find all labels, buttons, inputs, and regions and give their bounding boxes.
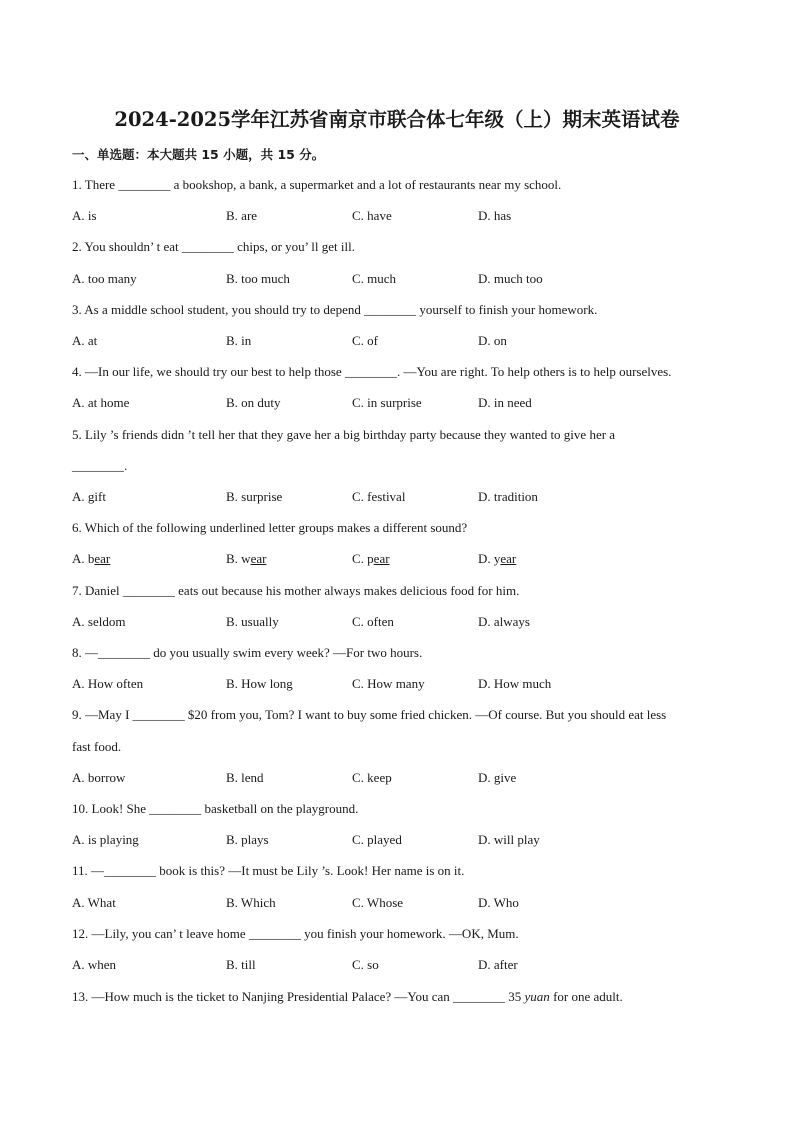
answer-option[interactable]: D. Who xyxy=(478,894,519,910)
answer-option[interactable]: A. What xyxy=(72,894,116,910)
answer-option[interactable]: A. at home xyxy=(72,395,130,411)
option-underlined: ear xyxy=(250,551,267,567)
section-heading: 一、单选题：本大题共 15 小题，共 15 分。 xyxy=(72,147,325,162)
answer-option[interactable]: B. surprise xyxy=(226,489,283,504)
answer-option[interactable]: C. in surprise xyxy=(352,395,422,411)
question-stem: 1. There ________ a bookshop, a bank, a supermarket and a lot of restaurants near my school. xyxy=(72,177,562,192)
answer-option[interactable]: B. on duty xyxy=(226,395,281,411)
answer-option[interactable]: B. plays xyxy=(226,832,269,848)
answer-option[interactable]: C. of xyxy=(352,333,378,348)
answer-option[interactable]: D. much too xyxy=(478,270,543,286)
option-prefix: B. w xyxy=(226,551,251,567)
question-stem: 2. You shouldn’ t eat ________ chips, or you’ ll get ill. xyxy=(72,239,355,255)
option-prefix: A. b xyxy=(72,551,95,567)
answer-option[interactable]: B. How long xyxy=(226,676,293,692)
answer-option[interactable] xyxy=(478,551,516,567)
answer-option[interactable]: A. seldom xyxy=(72,613,126,629)
question-13-before: 13. —How much is the ticket to Nanjing Presidential Palace? —You can ________ 35 xyxy=(72,989,525,1004)
question-stem: 11. —________ book is this? —It must be Lily ’s. Look! Her name is on it. xyxy=(72,863,465,879)
page-title: 2024-2025学年江苏省南京市联合体七年级（上）期末英语试卷 xyxy=(114,108,680,131)
question-stem: 9. —May I ________ $20 from you, Tom? I want to buy some fried chicken. —Of course. But you should eat less xyxy=(72,707,667,723)
answer-option[interactable]: D. has xyxy=(478,208,512,224)
question-stem: fast food. xyxy=(72,738,122,754)
answer-option[interactable]: B. Which xyxy=(226,894,276,910)
answer-option[interactable]: A. is xyxy=(72,208,97,224)
answer-option[interactable]: C. How many xyxy=(352,676,425,692)
question-13-after: for one adult. xyxy=(549,989,623,1004)
question-stem: 4. —In our life, we should try our best to help those ________. —You are right. To help others is to help ourselves. xyxy=(72,364,672,380)
answer-option[interactable]: C. so xyxy=(352,957,379,972)
answer-option[interactable]: D. on xyxy=(478,333,507,348)
answer-option[interactable] xyxy=(226,551,266,567)
answer-option[interactable]: B. till xyxy=(226,957,256,972)
answer-option[interactable]: B. in xyxy=(226,333,252,348)
option-underlined: ear xyxy=(373,551,390,567)
question-stem: 10. Look! She ________ basketball on the playground. xyxy=(72,801,359,816)
answer-option[interactable]: D. after xyxy=(478,957,518,972)
answer-option[interactable]: A. when xyxy=(72,957,117,972)
answer-option[interactable]: C. Whose xyxy=(352,894,404,910)
answer-option[interactable]: C. festival xyxy=(352,489,406,504)
question-stem: ________. xyxy=(72,457,128,473)
answer-option[interactable]: D. always xyxy=(478,613,530,629)
answer-option[interactable]: B. usually xyxy=(226,613,279,629)
answer-option[interactable]: A. is playing xyxy=(72,832,139,848)
option-prefix: C. p xyxy=(352,551,374,567)
answer-option[interactable]: D. How much xyxy=(478,676,552,692)
answer-option[interactable]: B. are xyxy=(226,208,258,224)
answer-option[interactable]: D. will play xyxy=(478,832,540,848)
answer-option[interactable]: D. give xyxy=(478,769,517,785)
answer-option[interactable]: C. played xyxy=(352,832,402,848)
answer-option[interactable]: A. How often xyxy=(72,676,144,692)
question-stem: 7. Daniel ________ eats out because his mother always makes delicious food for him. xyxy=(72,582,520,598)
question-stem: 8. —________ do you usually swim every week? —For two hours. xyxy=(72,645,423,660)
answer-option[interactable]: C. much xyxy=(352,270,397,286)
answer-option[interactable]: C. keep xyxy=(352,769,392,785)
answer-option[interactable] xyxy=(72,551,110,567)
question-stem: 3. As a middle school student, you should try to depend ________ yourself to finish your homework. xyxy=(72,301,598,317)
answer-option[interactable]: A. too many xyxy=(72,270,137,286)
answer-option[interactable]: B. too much xyxy=(226,270,290,286)
answer-option[interactable]: A. gift xyxy=(72,489,106,504)
option-underlined: ear xyxy=(94,551,111,567)
option-prefix: D. y xyxy=(478,551,501,567)
question-13-stem xyxy=(72,989,623,1005)
answer-option[interactable]: C. have xyxy=(352,208,392,224)
answer-option[interactable]: B. lend xyxy=(226,769,264,785)
question-stem: 5. Lily ’s friends didn ’t tell her that they gave her a big birthday party because they wanted to give her a xyxy=(72,426,616,442)
answer-option[interactable] xyxy=(352,551,390,567)
answer-option[interactable]: A. borrow xyxy=(72,769,126,785)
option-underlined: ear xyxy=(500,551,517,567)
answer-option[interactable]: A. at xyxy=(72,333,98,348)
answer-option[interactable]: C. often xyxy=(352,613,394,629)
question-stem: 12. —Lily, you can’ t leave home ________ you finish your homework. —OK, Mum. xyxy=(72,925,519,941)
answer-option[interactable]: D. tradition xyxy=(478,489,538,504)
question-stem: 6. Which of the following underlined letter groups makes a different sound? xyxy=(72,520,468,536)
answer-option[interactable]: D. in need xyxy=(478,395,532,411)
question-13-italic: yuan xyxy=(524,989,550,1004)
